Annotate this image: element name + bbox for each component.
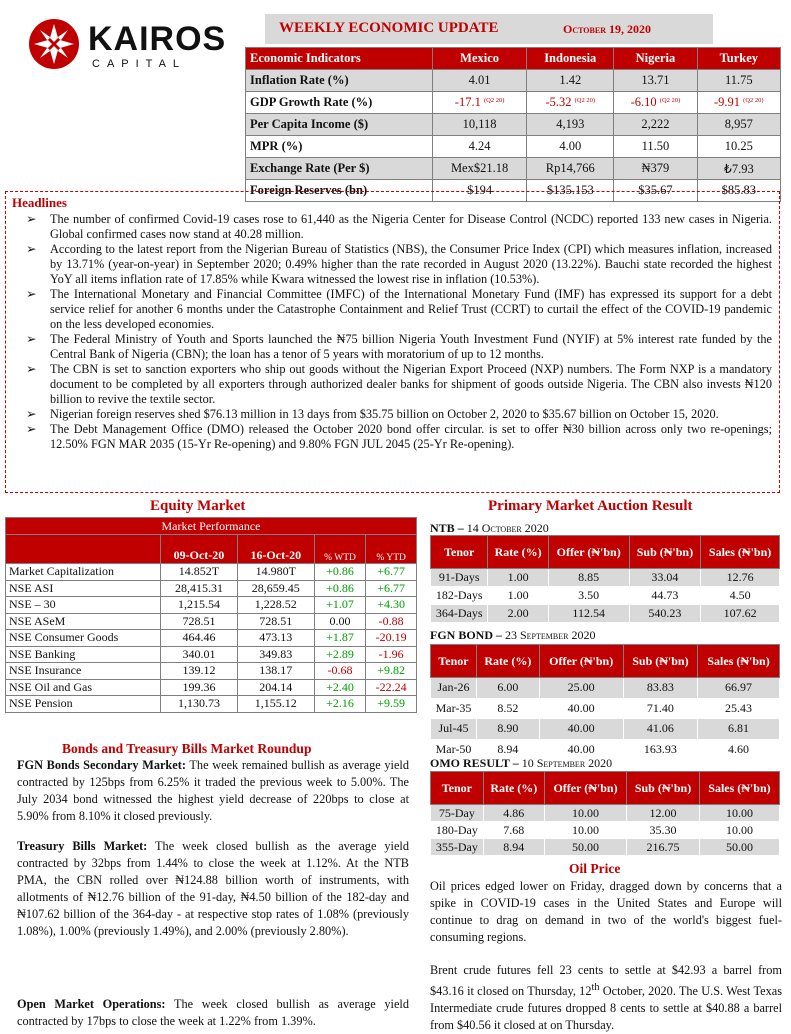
para-text: The week closed bullish as the average yield contracted by 32bps from 1.44% to close the week at 1.12%. At the NTB PMA, the CBN rolled over ₦124.88 billion worth of instruments, with allotments of ₦12.76 billion of the 91-day, ₦4.50 billion of the 182-day and ₦107.62 billion of the 364-day - at respective stop rates of 1.08% (previously 1.08%), 1.00% (previously 1.49%), and 2.00% (previously 2.80%). [17,839,409,938]
value-09-oct: 28,415.31 [161,580,238,597]
ntb-header-1: Rate (%) [488,536,548,569]
headlines-title: Headlines [12,195,67,210]
econ-value: 10.25 [724,139,753,153]
oil-text-b: October, 2020. The U.S. West Texas Intermediate crude futures dropped 8 cents to settle at $40.88 a barrel from $40.56 it closed at on Thursday. [430,984,783,1033]
econ-cell [527,114,614,136]
pct-ytd: +6.77 [366,580,417,597]
omo-cell: 8.94 [483,839,544,856]
fgn-cell: 8.94 [477,739,540,760]
econ-cell [697,70,780,92]
value-16-oct: 14.980T [237,564,314,581]
ntb-row [431,587,780,605]
pct-wtd: +1.87 [314,630,366,647]
fgn-cell: Jul-45 [431,719,477,740]
value-09-oct: 199.36 [161,679,238,696]
omo-row [431,822,780,839]
pct-wtd: -0.68 [314,663,366,680]
econ-value: 11.75 [724,73,753,87]
omo-cell: 355-Day [431,839,484,856]
pct-wtd: +0.86 [314,580,366,597]
econ-row [246,114,781,136]
econ-cell [527,158,614,180]
report-date: October 19, 2020 [563,22,651,36]
ntb-cell: 107.62 [701,605,780,623]
omo-cell: 10.00 [699,805,779,822]
econ-cell [527,70,614,92]
ntb-cell: 8.85 [548,569,629,587]
ntb-cell: 3.50 [548,587,629,605]
equity-row [6,679,417,696]
section-date: 10 September 2020 [521,756,613,770]
econ-value: 4.01 [468,73,491,87]
fgn-row [431,719,780,740]
col-ytd: % YTD [366,535,417,564]
quarter-note: (Q2 20) [659,97,681,104]
report-title: WEEKLY ECONOMIC UPDATE [279,20,499,36]
brand-logo [28,18,238,70]
headline-item [6,407,776,422]
econ-value: $85.83 [721,183,756,197]
omo-cell: 180-Day [431,822,484,839]
ntb-header-0: Tenor [431,536,488,569]
econ-row-label: GDP Growth Rate (%) [246,92,433,114]
econ-cell [432,158,526,180]
ntb-row [431,569,780,587]
econ-cell [614,114,697,136]
omo-header-4: Sales (₦'bn) [699,772,779,805]
omo-cell: 12.00 [627,805,700,822]
econ-header-4: Turkey [697,48,780,70]
fgn-cell: 6.81 [698,719,780,740]
value-09-oct: 464.46 [161,630,238,647]
headline-item [6,242,776,287]
econ-cell [432,70,526,92]
fgn-header-4: Sales (₦'bn) [698,645,780,678]
pct-wtd: +2.16 [314,696,366,713]
ntb-cell: 12.76 [701,569,780,587]
fgn-cell: 4.60 [698,739,780,760]
fgn-bond-section-label: FGN BOND – 23 September 2020 [430,628,596,642]
blank-header [6,535,161,564]
fgn-cell: 66.97 [698,678,780,699]
omo-cell: 7.68 [483,822,544,839]
fgn-bonds-paragraph [17,757,409,825]
econ-value: -5.32 [545,95,572,109]
fgn-cell: 25.00 [539,678,623,699]
fgn-cell: 8.52 [477,698,540,719]
econ-header-2: Indonesia [527,48,614,70]
ntb-cell: 4.50 [701,587,780,605]
section-name: OMO RESULT [430,756,510,770]
econ-value: $35.67 [638,183,673,197]
fgn-cell: Mar-50 [431,739,477,760]
econ-value: 11.50 [641,139,670,153]
equity-index-name: NSE Oil and Gas [6,679,161,696]
equity-index-name: NSE Pension [6,696,161,713]
fgn-cell: 6.00 [477,678,540,699]
econ-value: $194 [467,183,493,197]
fgn-cell: 163.93 [623,739,697,760]
arrow-bullet-icon: ➢ [26,287,37,301]
value-09-oct: 728.51 [161,613,238,630]
econ-cell [527,136,614,158]
econ-cell [614,70,697,92]
omo-header-2: Offer (₦'bn) [544,772,626,805]
pct-wtd: +2.89 [314,646,366,663]
ntb-cell: 182-Days [431,587,488,605]
pct-ytd: +4.30 [366,597,417,614]
quarter-note: (Q2 20) [574,97,596,104]
arrow-bullet-icon: ➢ [26,362,37,376]
omo-cell: 216.75 [627,839,700,856]
arrow-bullet-icon: ➢ [26,407,37,421]
equity-market-table [5,517,417,713]
para-lead: Treasury Bills Market: [17,839,148,853]
fgn-cell: 8.90 [477,719,540,740]
equity-market-title: Equity Market [150,498,246,514]
econ-cell [614,92,697,114]
arrow-bullet-icon: ➢ [26,212,37,226]
ntb-header-2: Offer (₦'bn) [548,536,629,569]
ntb-cell: 1.00 [488,569,548,587]
econ-value: 4,193 [556,117,585,131]
omo-cell: 10.00 [544,822,626,839]
headline-item [6,332,776,362]
fgn-header-0: Tenor [431,645,477,678]
headline-text: The International Monetary and Financial Committee (IMFC) of the International Monetary Fund (IMF) has expressed its support for a debt service relief for another 6 months under the Catastrophe Containment and Relief Trust (CCRT) to curtail the effect of the COVID-19 pandemic on the less developed economies. [50,287,772,331]
headline-text: According to the latest report from the Nigerian Bureau of Statistics (NBS), the Consumer Price Index (CPI) which measures inflation, increased by 13.71% (year-on-year) in September 2020; 0.49% higher than the rate recorded in August 2020 (13.22%). Bauchi state recorded the highest YoY all items inflation rate of 17.85% while Kwara witnessed the lowest rise in inflation (10.53%). [50,242,772,286]
econ-header-0: Economic Indicators [246,48,433,70]
equity-index-name: NSE Banking [6,646,161,663]
fgn-cell: 40.00 [539,719,623,740]
omo-cell: 10.00 [699,822,779,839]
fgn-cell: 40.00 [539,739,623,760]
headline-item [6,362,776,407]
econ-value: 10,118 [462,117,497,131]
econ-value: 4.00 [559,139,582,153]
ntb-cell: 33.04 [629,569,701,587]
econ-value: $135.153 [546,183,594,197]
ntb-cell: 540.23 [629,605,701,623]
fgn-cell: 83.83 [623,678,697,699]
econ-cell [614,158,697,180]
equity-row [6,696,417,713]
headline-text: The number of confirmed Covid-19 cases rose to 61,440 as the Nigeria Center for Disease Control (NCDC) reported 133 new cases in Nigeria. Global confirmed cases now stand at 40.28 million. [50,212,772,241]
brand-name: KAIROS [88,20,227,58]
oil-text-sup: th [591,982,600,993]
econ-cell [697,136,780,158]
ntb-cell: 1.00 [488,587,548,605]
omo-row [431,839,780,856]
econ-cell [697,92,780,114]
omo-header-1: Rate (%) [483,772,544,805]
omo-paragraph [17,996,409,1030]
para-lead: Open Market Operations: [17,997,166,1011]
pct-wtd: +1.07 [314,597,366,614]
brand-sub: CAPITAL [92,58,187,70]
omo-header-3: Sub (₦'bn) [627,772,700,805]
omo-cell: 75-Day [431,805,484,822]
econ-header-3: Nigeria [614,48,697,70]
value-16-oct: 28,659.45 [237,580,314,597]
equity-row [6,564,417,581]
section-date: 23 September 2020 [505,628,596,642]
econ-header-1: Mexico [432,48,526,70]
col-16-oct: 16-Oct-20 [237,535,314,564]
treasury-bills-paragraph [17,838,409,940]
ntb-auction-table [430,535,780,623]
quarter-note: (Q2 20) [743,97,764,104]
equity-row [6,663,417,680]
econ-cell [697,158,780,180]
econ-value: 2,222 [641,117,670,131]
econ-value: Rp14,766 [545,161,595,175]
ntb-cell: 112.54 [548,605,629,623]
econ-row [246,92,781,114]
logo-mark-icon [28,18,80,70]
economic-indicators-table [245,47,781,202]
fgn-row [431,678,780,699]
pct-ytd: -0.88 [366,613,417,630]
fgn-cell: 41.06 [623,719,697,740]
econ-cell [432,114,526,136]
econ-value: ₦379 [641,161,670,175]
oil-price-title: Oil Price [569,861,621,876]
fgn-cell: Mar-35 [431,698,477,719]
arrow-bullet-icon: ➢ [26,332,37,346]
econ-cell [432,92,526,114]
econ-row-label: Inflation Rate (%) [246,70,433,92]
fgn-header-2: Offer (₦'bn) [539,645,623,678]
value-16-oct: 349.83 [237,646,314,663]
equity-index-name: NSE – 30 [6,597,161,614]
oil-paragraph-1: Oil prices edged lower on Friday, dragged down by concerns that a spike in COVID-19 cases in the United States and Europe will continue to drag on demand in two of the world's biggest fuel-consuming regions. [430,879,782,944]
fgn-cell: 71.40 [623,698,697,719]
oil-text-a: Brent crude futures fell 23 cents to settle at $42.93 a barrel from $43.16 it closed on Thursday, 12 [430,963,782,999]
econ-cell [697,114,780,136]
fgn-bond-auction-table [430,644,780,760]
econ-row [246,70,781,92]
pct-ytd: +9.59 [366,696,417,713]
omo-auction-table [430,771,780,856]
pct-wtd: +2.40 [314,679,366,696]
headline-text: The CBN is set to sanction exporters who ship out goods without the Nigerian Export Proceed (NXP) numbers. The Form NXP is a mandatory document to be completed by all exporters through authorized dealer banks for shipment of goods outside Nigeria. The CBN also invests ₦120 billion to revive the textile sector. [50,362,772,406]
headlines-box [5,191,780,493]
econ-cell [527,92,614,114]
ntb-section-label: NTB – 14 October 2020 [430,521,549,535]
omo-cell: 35.30 [627,822,700,839]
econ-cell [432,136,526,158]
arrow-bullet-icon: ➢ [26,242,37,256]
equity-row [6,580,417,597]
ntb-cell: 44.73 [629,587,701,605]
value-16-oct: 473.13 [237,630,314,647]
oil-paragraph-2 [430,962,782,1034]
headlines-list [6,212,776,452]
bonds-roundup-title: Bonds and Treasury Bills Market Roundup [62,741,312,756]
fgn-cell: Jan-26 [431,678,477,699]
para-text: The week closed bullish as average yield contracted by 17bps to close the week at 1.22% from 1.39%. [17,997,409,1028]
econ-row-label: MPR (%) [246,136,433,158]
ntb-row [431,605,780,623]
econ-value: 8,957 [724,117,753,131]
omo-row [431,805,780,822]
headline-item [6,422,776,452]
pct-ytd: -22.24 [366,679,417,696]
econ-value: -6.10 [630,95,657,109]
arrow-bullet-icon: ➢ [26,422,37,436]
omo-section-label: OMO RESULT – 10 September 2020 [430,756,613,770]
omo-cell: 10.00 [544,805,626,822]
equity-row [6,630,417,647]
value-09-oct: 14.852T [161,564,238,581]
primary-auction-title: Primary Market Auction Result [488,498,693,514]
headline-text: The Federal Ministry of Youth and Sports launched the ₦75 billion Nigeria Youth Investment Fund (NYIF) at 5% interest rate funded by the Central Bank of Nigeria (CBN); the loan has a tenor of 5 years with moratorium of up to 12 months. [50,332,772,361]
omo-cell: 50.00 [544,839,626,856]
value-09-oct: 1,215.54 [161,597,238,614]
value-09-oct: 1,130.73 [161,696,238,713]
market-performance-header: Market Performance [6,518,417,535]
section-name: NTB [430,521,455,535]
headline-item [6,287,776,332]
ntb-header-4: Sales (₦'bn) [701,536,780,569]
ntb-cell: 2.00 [488,605,548,623]
value-16-oct: 204.14 [237,679,314,696]
col-09-oct: 09-Oct-20 [161,535,238,564]
fgn-header-1: Rate (%) [477,645,540,678]
pct-ytd: -20.19 [366,630,417,647]
para-text: The week remained bullish as average yield contracted by 125bps from 6.25% it traded the previous week to 5.00%. The July 2034 bond witnessed the highest yield decrease of 220bps to close at 5.90% from 8.10% it closed previously. [17,758,409,823]
equity-index-name: Market Capitalization [6,564,161,581]
equity-row [6,597,417,614]
value-16-oct: 728.51 [237,613,314,630]
pct-ytd: +6.77 [366,564,417,581]
omo-header-0: Tenor [431,772,484,805]
value-09-oct: 139.12 [161,663,238,680]
equity-index-name: NSE ASeM [6,613,161,630]
equity-index-name: NSE Insurance [6,663,161,680]
value-16-oct: 138.17 [237,663,314,680]
econ-value: ₺7.93 [723,161,754,176]
fgn-cell: 40.00 [539,698,623,719]
report-banner [265,14,713,44]
section-name: FGN BOND [430,628,493,642]
equity-index-name: NSE ASI [6,580,161,597]
col-wtd: % WTD [314,535,366,564]
equity-index-name: NSE Consumer Goods [6,630,161,647]
econ-value: 13.71 [641,73,670,87]
econ-row [246,136,781,158]
econ-value: 4.24 [468,139,491,153]
econ-row-label: Foreign Reserves (bn) [246,180,433,202]
omo-cell: 50.00 [699,839,779,856]
section-date: 14 October 2020 [466,521,549,535]
fgn-header-3: Sub (₦'bn) [623,645,697,678]
pct-ytd: -1.96 [366,646,417,663]
econ-value: -9.91 [714,95,741,109]
econ-value: 1.42 [559,73,582,87]
ntb-cell: 91-Days [431,569,488,587]
econ-row [246,158,781,180]
value-16-oct: 1,228.52 [237,597,314,614]
ntb-cell: 364-Days [431,605,488,623]
headline-text: Nigerian foreign reserves shed $76.13 million in 13 days from $35.75 billion on October 2, 2020 to $35.67 billion on October 15, 2020. [50,407,719,421]
omo-cell: 4.86 [483,805,544,822]
econ-value: Mex$21.18 [450,161,509,175]
fgn-row [431,698,780,719]
value-09-oct: 340.01 [161,646,238,663]
equity-row [6,646,417,663]
econ-cell [614,136,697,158]
headline-item [6,212,776,242]
fgn-cell: 25.43 [698,698,780,719]
pct-wtd: 0.00 [314,613,366,630]
econ-row-label: Per Capita Income ($) [246,114,433,136]
headline-text: The Debt Management Office (DMO) released the October 2020 bond offer circular. is set to offer ₦30 billion across only two re-openings; 12.50% FGN MAR 2035 (15-Yr Re-opening) and 9.80% FGN JUL 2045 (25-Yr Re-opening). [50,422,772,451]
econ-value: -17.1 [454,95,481,109]
pct-wtd: +0.86 [314,564,366,581]
para-lead: FGN Bonds Secondary Market: [17,758,186,772]
value-16-oct: 1,155.12 [237,696,314,713]
ntb-header-3: Sub (₦'bn) [629,536,701,569]
quarter-note: (Q2 20) [483,97,505,104]
pct-ytd: +9.82 [366,663,417,680]
econ-row-label: Exchange Rate (Per $) [246,158,433,180]
equity-row [6,613,417,630]
